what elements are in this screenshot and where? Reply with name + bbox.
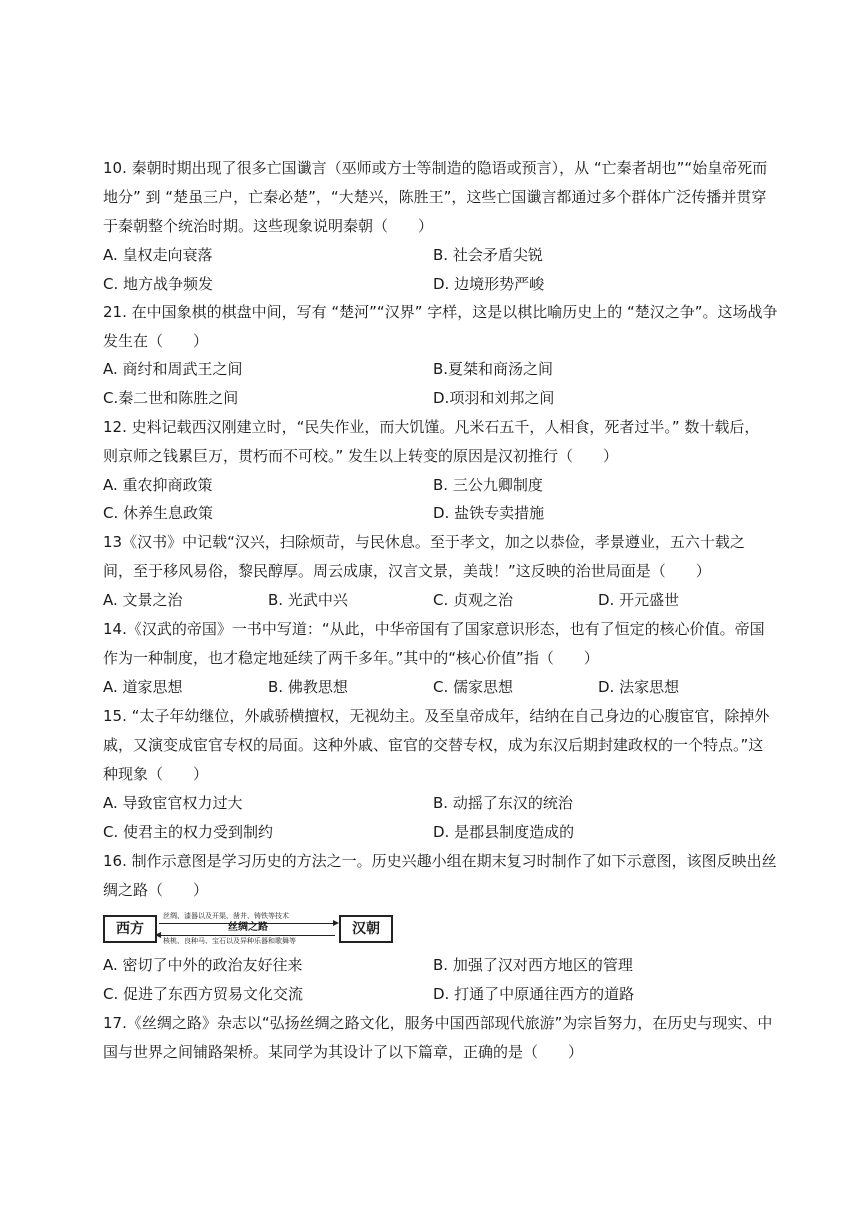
q16-option-b[interactable]: B. 加强了汉对西方地区的管理 <box>433 956 633 974</box>
diagram-bottom-text: 核桃、良种马、宝石以及异种乐器和歌舞等 <box>163 937 296 945</box>
silk-road-diagram <box>103 912 391 946</box>
diagram-top-text: 丝绸、漆器以及开渠、凿井、铸铁等技术 <box>163 912 289 920</box>
q21-line-1: 21. 在中国象棋的棋盘中间，写有 “楚河”“汉界” 字样，这是以棋比喻历史上的 “楚汉之争”。这场战争 <box>103 303 778 321</box>
arrowhead-right-icon <box>333 920 339 926</box>
q14-line-2: 作为一种制度，也才稳定地延续了两千多年。”其中的“核心价值”指（ ） <box>103 649 599 667</box>
q10-option-c[interactable]: C. 地方战争频发 <box>103 275 214 293</box>
arrowhead-left-icon <box>155 932 161 938</box>
q15-option-b[interactable]: B. 动摇了东汉的统治 <box>433 794 573 812</box>
q15-line-3: 种现象（ ） <box>103 765 209 783</box>
q13-option-a[interactable]: A. 文景之治 <box>103 591 183 609</box>
q14-option-a[interactable]: A. 道家思想 <box>103 678 183 696</box>
q13-option-c[interactable]: C. 贞观之治 <box>433 591 514 609</box>
q15-line-1: 15. “太子年幼继位，外戚骄横擅权，无视幼主。及至皇帝成年，结纳在自己身边的心腹宦官，除掉外 <box>103 707 770 725</box>
q12-option-a[interactable]: A. 重农抑商政策 <box>103 476 213 494</box>
q16-line-2: 绸之路（ ） <box>103 881 209 899</box>
diagram-middle-text: 丝绸之路 <box>228 922 268 933</box>
q10-line-1: 10. 秦朝时期出现了很多亡国谶言（巫师或方士等制造的隐语或预言），从 “亡秦者胡也”“始皇帝死而 <box>103 159 768 177</box>
q12-line-2: 则京师之钱累巨万，贯朽而不可校。” 发生以上转变的原因是汉初推行（ ） <box>103 447 619 465</box>
q21-line-2: 发生在（ ） <box>103 332 209 350</box>
q15-option-a[interactable]: A. 导致宦官权力过大 <box>103 794 243 812</box>
q15-option-c[interactable]: C. 使君主的权力受到制约 <box>103 823 274 841</box>
q12-line-1: 12. 史料记载西汉刚建立时，“民失作业，而大饥馑。凡米石五千，人相食，死者过半。” 数十载后， <box>103 418 760 436</box>
q15-option-d[interactable]: D. 是郡县制度造成的 <box>433 823 575 841</box>
q16-option-a[interactable]: A. 密切了中外的政治友好往来 <box>103 956 303 974</box>
q13-option-d[interactable]: D. 开元盛世 <box>598 591 680 609</box>
q12-option-d[interactable]: D. 盐铁专卖措施 <box>433 504 545 522</box>
q14-line-1: 14.《汉武的帝国》一书中写道：“从此，中华帝国有了国家意识形态，也有了恒定的核心价值。帝国 <box>103 620 765 638</box>
q21-option-a[interactable]: A. 商纣和周武王之间 <box>103 360 243 378</box>
q15-line-2: 戚，又演变成宦官专权的局面。这种外戚、宦官的交替专权，成为东汉后期封建政权的一个特点。”这 <box>103 736 764 754</box>
q21-option-b[interactable]: B.夏桀和商汤之间 <box>433 360 554 378</box>
q10-line-3: 于秦朝整个统治时期。这些现象说明秦朝（ ） <box>103 217 434 235</box>
q12-option-c[interactable]: C. 休养生息政策 <box>103 504 214 522</box>
q13-option-b[interactable]: B. 光武中兴 <box>268 591 348 609</box>
q13-line-1: 13《汉书》中记载“汉兴，扫除烦苛，与民休息。至于孝文，加之以恭俭，孝景遵业，五六十载之 <box>103 533 745 551</box>
q16-option-d[interactable]: D. 打通了中原通往西方的道路 <box>433 985 635 1003</box>
westward-arrow-line <box>159 935 335 936</box>
q16-line-1: 16. 制作示意图是学习历史的方法之一。历史兴趣小组在期末复习时制作了如下示意图，该图反映出丝 <box>103 852 777 870</box>
han-dynasty-box: 汉朝 <box>339 915 393 943</box>
q17-line-1: 17.《丝绸之路》杂志以“弘扬丝绸之路文化，服务中国西部现代旅游”为宗旨努力，在历史与现实、中 <box>103 1014 773 1032</box>
q14-option-b[interactable]: B. 佛教思想 <box>268 678 348 696</box>
q13-line-2: 间，至于移风易俗，黎民醇厚。周云成康，汉言文景，美哉！”这反映的治世局面是（ ） <box>103 562 711 580</box>
west-box: 西方 <box>103 915 157 943</box>
q10-option-a[interactable]: A. 皇权走向衰落 <box>103 246 213 264</box>
q12-option-b[interactable]: B. 三公九卿制度 <box>433 476 543 494</box>
q21-option-c[interactable]: C.秦二世和陈胜之间 <box>103 389 239 407</box>
q21-option-d[interactable]: D.项羽和刘邦之间 <box>433 389 555 407</box>
q14-option-d[interactable]: D. 法家思想 <box>598 678 680 696</box>
q10-line-2: 地分” 到 “楚虽三户，亡秦必楚”，“大楚兴，陈胜王”，这些亡国谶言都通过多个群体广泛传播并贯穿 <box>103 188 767 206</box>
q10-option-b[interactable]: B. 社会矛盾尖锐 <box>433 246 543 264</box>
q14-option-c[interactable]: C. 儒家思想 <box>433 678 514 696</box>
q17-line-2: 国与世界之间铺路架桥。某同学为其设计了以下篇章，正确的是（ ） <box>103 1043 584 1061</box>
q16-option-c[interactable]: C. 促进了东西方贸易文化交流 <box>103 985 304 1003</box>
q10-option-d[interactable]: D. 边境形势严峻 <box>433 275 545 293</box>
